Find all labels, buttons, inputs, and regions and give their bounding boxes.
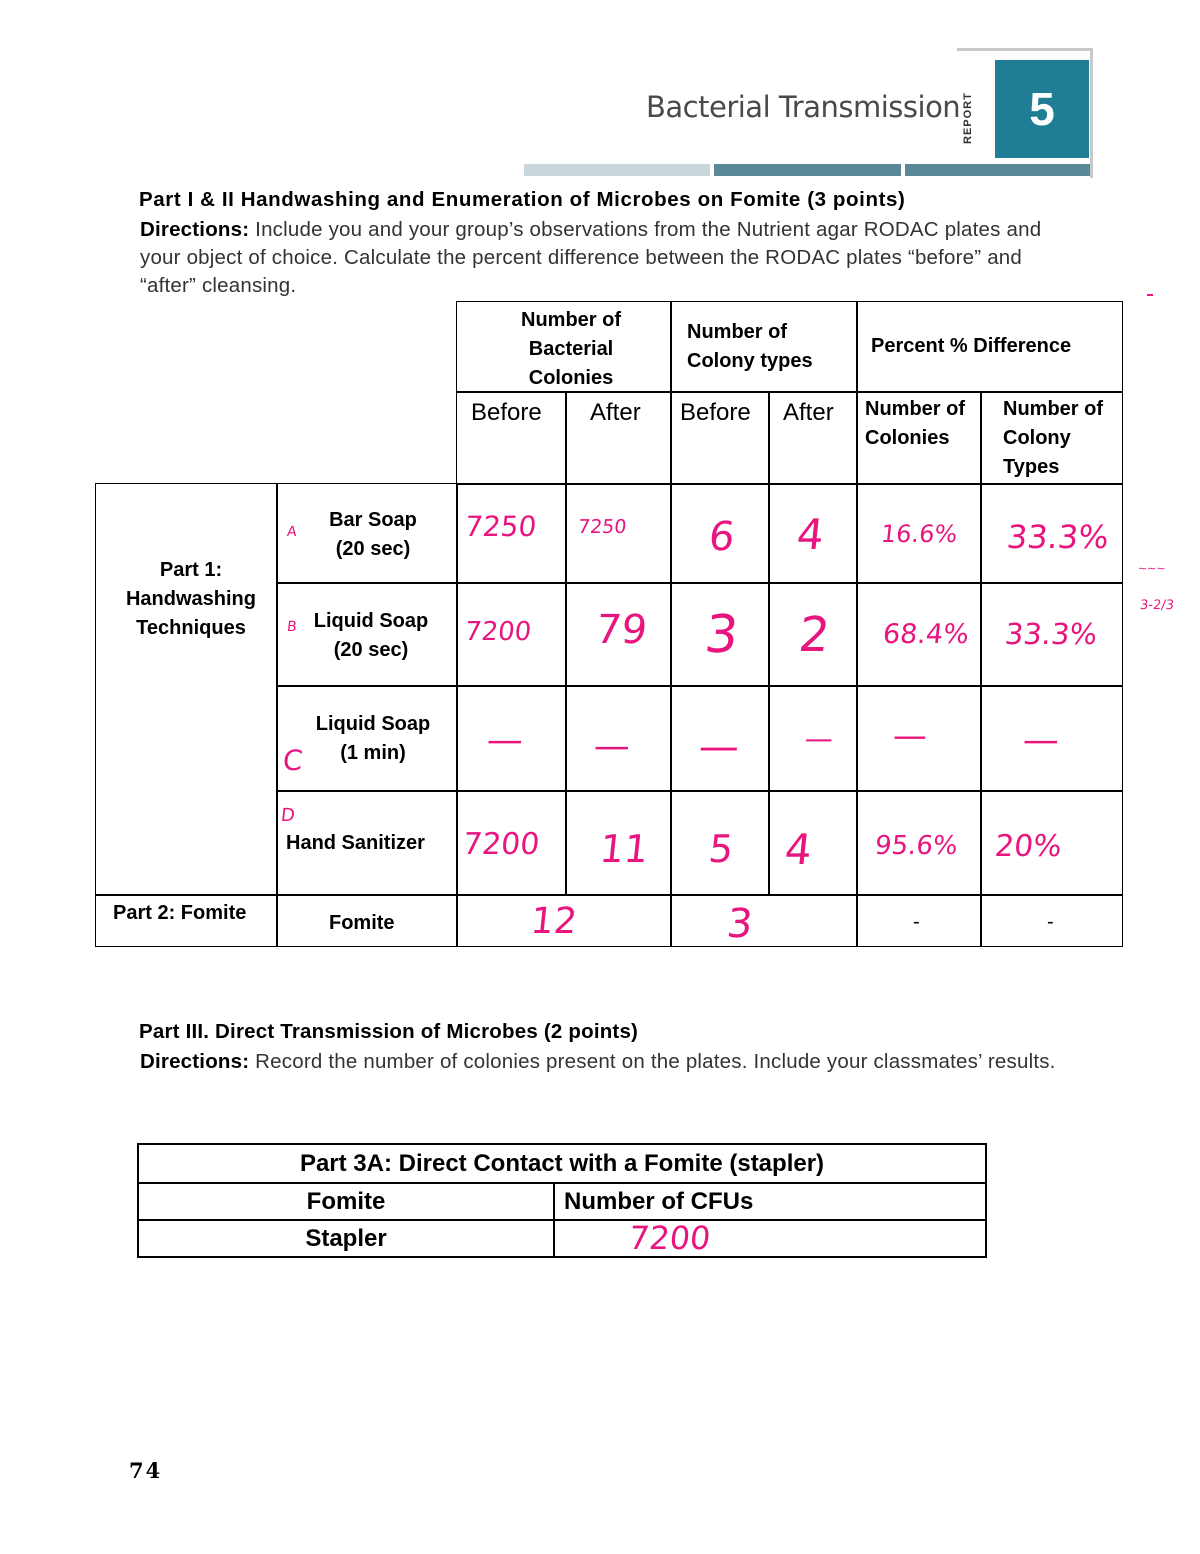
row3-col-after-cell (565, 685, 672, 792)
row4-type-before-cell (670, 790, 770, 896)
header-before-types: Before (680, 399, 751, 426)
row2-type-before: 3 (701, 605, 742, 665)
header-after-colonies-cell (565, 391, 672, 485)
part12-directions (140, 216, 1070, 300)
part2-label: Part 2: Fomite (113, 902, 247, 924)
row4-type-after-cell (768, 790, 858, 896)
stray-mark (1147, 294, 1153, 296)
row2-col-before: 7200 (463, 617, 533, 647)
part3a-col1-cell (137, 1182, 555, 1221)
row1-pct-colonies-cell (856, 483, 982, 584)
part3a-row-value-cell (553, 1219, 987, 1258)
part3a-row-label-cell (137, 1219, 555, 1258)
row1-col-before-cell (456, 483, 567, 584)
row3-pct-colonies-cell (856, 685, 982, 792)
row3-marker: C (281, 744, 305, 777)
row1-col-before: 7250 (463, 510, 538, 543)
part3a-title-cell (137, 1143, 987, 1184)
directions-label: Directions: (140, 218, 250, 241)
row3-type-before-cell (670, 685, 770, 792)
part3a-col2-cell (553, 1182, 987, 1221)
row3-col-before: — (484, 720, 526, 761)
part1-label: Part 1: Handwashing Techniques (125, 559, 256, 639)
row4-col-after: 11 (597, 827, 651, 871)
row2-col-before-cell (456, 582, 567, 687)
row4-pct-types: 20% (993, 829, 1064, 864)
row3-type-after-cell (768, 685, 858, 792)
fomite-colonies: 12 (528, 901, 579, 942)
row1-type-after: 4 (794, 510, 827, 559)
row2-pct-colonies: 68.4% (881, 619, 971, 650)
part3a-row-value: 7200 (627, 1219, 713, 1257)
header-after-colonies: After (590, 399, 641, 426)
part2-label-cell (95, 894, 278, 947)
row4-marker: D (279, 805, 296, 826)
part1-label-cell (95, 483, 278, 896)
header-percent-diff-cell (856, 301, 1123, 393)
row3-pct-colonies: — (890, 716, 930, 756)
margin-note-1: ~~~ (1137, 562, 1167, 575)
fomite-label: Fomite (329, 912, 395, 934)
row1-pct-colonies: 16.6% (879, 520, 959, 548)
header-bar-segment-2 (714, 164, 901, 176)
report-number-badge: 5 (995, 60, 1089, 158)
row1-marker: A (286, 524, 298, 540)
row1-pct-types-cell (980, 483, 1123, 584)
row4-pct-colonies: 95.6% (873, 831, 960, 861)
row2-type-after: 2 (796, 607, 833, 663)
part3a-row-label: Stapler (305, 1225, 387, 1252)
header-after-types: After (783, 399, 834, 426)
row1-technique: Bar Soap (20 sec) (329, 509, 417, 560)
header-num-colony-types-cell (980, 391, 1123, 485)
fomite-colonies-cell (456, 894, 672, 947)
row1-type-before-cell (670, 483, 770, 584)
row2-pct-colonies-cell (856, 582, 982, 687)
row3-type-after: — (803, 722, 835, 755)
row2-pct-types-cell (980, 582, 1123, 687)
row1-pct-types: 33.3% (1005, 518, 1111, 556)
row1-type-before: 6 (706, 514, 737, 560)
header-num-colonies: Number of Colonies (865, 398, 965, 449)
part3-directions-label: Directions: (140, 1050, 250, 1073)
row4-type-before: 5 (706, 827, 736, 871)
fomite-pct-colonies-cell (856, 894, 982, 947)
header-bacterial-colonies: Number of Bacterial Colonies (521, 309, 621, 389)
row3-col-after: — (591, 726, 633, 767)
fomite-pct-types: - (1047, 911, 1054, 933)
row4-col-before: 7200 (461, 827, 542, 862)
part3-directions-text: Record the number of colonies present on the plates. Include your classmates’ results. (249, 1050, 1056, 1073)
row3-technique: Liquid Soap (1 min) (315, 713, 431, 764)
part3a-title: Part 3A: Direct Contact with a Fomite (stapler) (299, 1150, 825, 1177)
fomite-label-cell (276, 894, 458, 947)
fomite-pct-types-cell (980, 894, 1123, 947)
fomite-types-cell (670, 894, 858, 947)
part3a-col2: Number of CFUs (564, 1188, 754, 1215)
part3-title: Part III. Direct Transmission of Microbes (2 points) (139, 1020, 639, 1043)
fomite-types: 3 (724, 901, 755, 947)
row2-marker: B (286, 619, 298, 635)
header-after-types-cell (768, 391, 858, 485)
row3-col-before-cell (456, 685, 567, 792)
margin-note-2: 3-2/3 (1139, 598, 1175, 613)
header-before-colonies-cell (456, 391, 567, 485)
row4-col-after-cell (565, 790, 672, 896)
row1-type-after-cell (768, 483, 858, 584)
row3-technique-cell (276, 685, 458, 792)
page-number: 74 (129, 1458, 163, 1483)
row1-col-after-cell (565, 483, 672, 584)
part3-directions (140, 1048, 1120, 1076)
row4-technique: Hand Sanitizer (286, 832, 425, 854)
row2-type-before-cell (670, 582, 770, 687)
row3-pct-types: — (1020, 720, 1062, 761)
row3-pct-types-cell (980, 685, 1123, 792)
row1-technique-cell (276, 483, 458, 584)
header-bar-segment-1 (524, 164, 710, 176)
row2-col-after-cell (565, 582, 672, 687)
header-num-colonies-cell (856, 391, 982, 485)
row4-col-before-cell (456, 790, 567, 896)
header-before-colonies: Before (471, 399, 542, 426)
header-num-colony-types: Number of Colony Types (1003, 398, 1103, 478)
fomite-pct-colonies: - (913, 911, 920, 933)
directions-text: Include you and your group’s observations from the Nutrient agar RODAC plates and your object of choice. Calculate the percent difference between the RODAC plates “before” and “after” cleansing. (140, 218, 1042, 297)
header-percent-diff: Percent % Difference (871, 335, 1072, 357)
row2-type-after-cell (768, 582, 858, 687)
header-before-types-cell (670, 391, 770, 485)
report-label: REPORT (962, 92, 974, 144)
header-bacterial-colonies-cell (456, 301, 672, 393)
row2-pct-types: 33.3% (1003, 617, 1099, 651)
row3-type-before: — (696, 724, 742, 770)
row4-pct-colonies-cell (856, 790, 982, 896)
header-colony-types: Number of Colony types (687, 321, 813, 372)
header-colony-types-cell (670, 301, 858, 393)
row2-technique-cell (276, 582, 458, 687)
report-title: Bacterial Transmission (646, 90, 961, 124)
part3a-col1: Fomite (306, 1188, 386, 1215)
row1-col-after: 7250 (576, 516, 628, 538)
row2-col-after: 79 (593, 607, 650, 653)
row4-type-after: 4 (782, 825, 815, 874)
row2-technique: Liquid Soap (20 sec) (313, 610, 429, 661)
row4-pct-types-cell (980, 790, 1123, 896)
row4-technique-cell (276, 790, 458, 896)
part12-title: Part I & II Handwashing and Enumeration of Microbes on Fomite (3 points) (139, 188, 906, 211)
